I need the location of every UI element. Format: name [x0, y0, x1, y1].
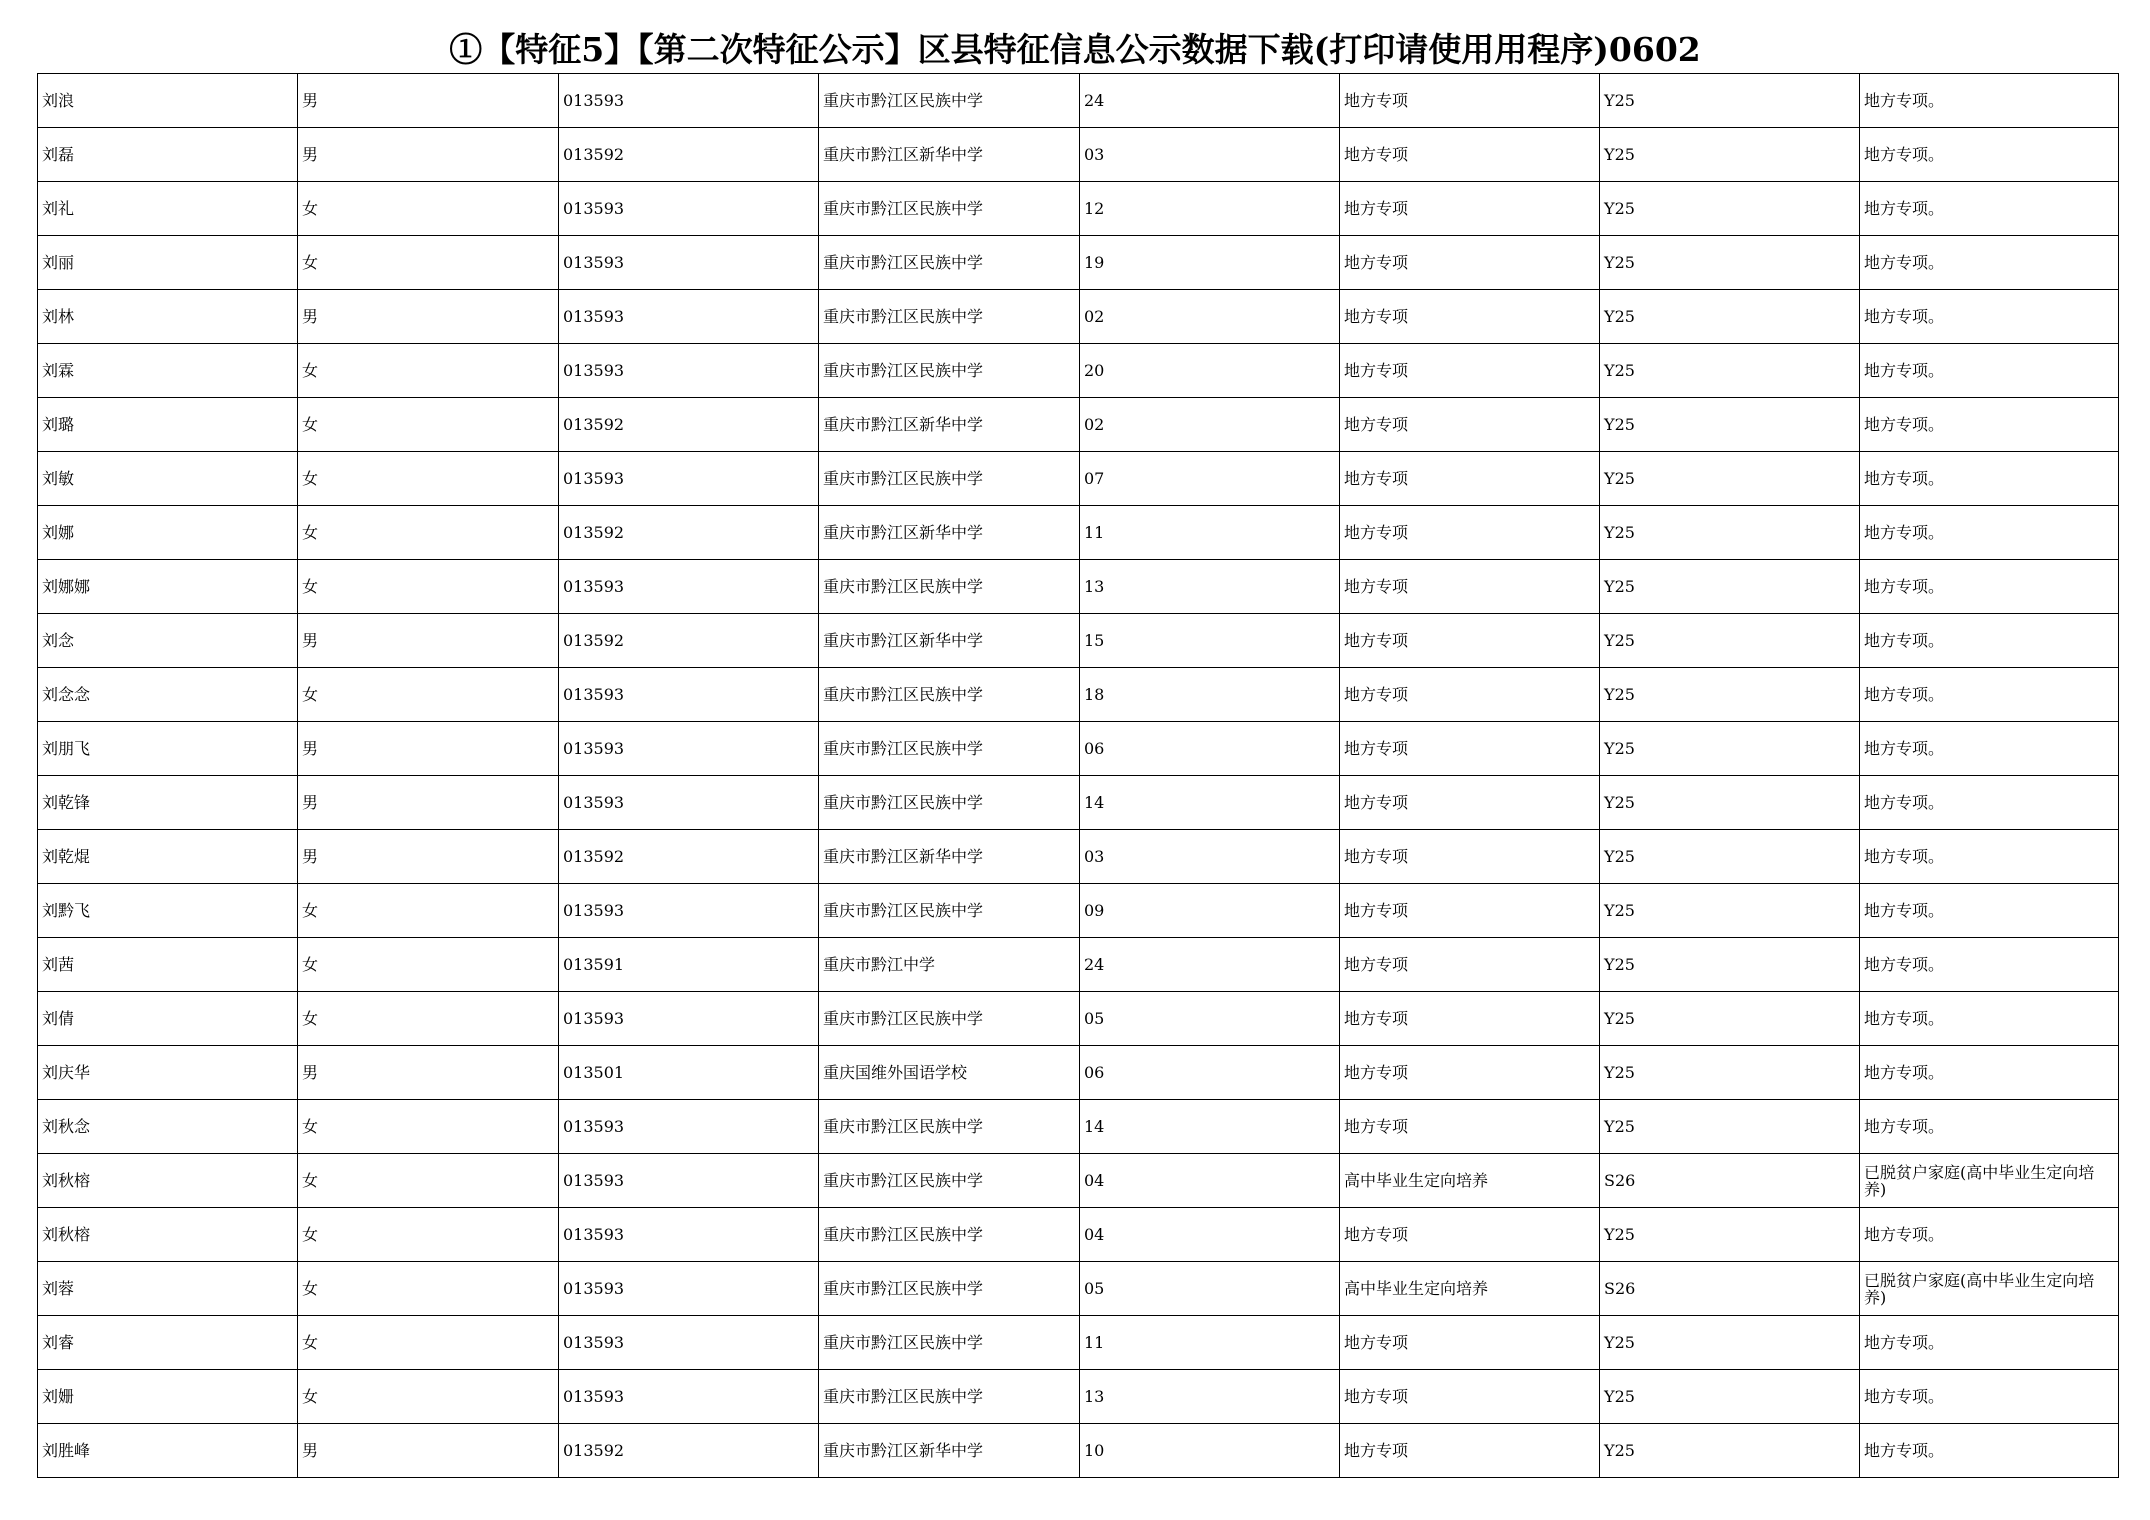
cell-category: 地方专项: [1340, 776, 1600, 830]
cell-school-code: 013592: [559, 830, 819, 884]
table-row: [38, 614, 2119, 668]
cell-school-name: 重庆市黔江区民族中学: [819, 182, 1080, 236]
cell-name: 刘秋念: [38, 1100, 298, 1154]
cell-name: 刘蓉: [38, 1262, 298, 1316]
cell-gender: 男: [298, 1046, 559, 1100]
cell-name: 刘林: [38, 290, 298, 344]
cell-class: 12: [1080, 182, 1340, 236]
cell-class: 24: [1080, 938, 1340, 992]
cell-remark: 已脱贫户家庭(高中毕业生定向培养): [1860, 1262, 2119, 1316]
cell-name: 刘秋榕: [38, 1154, 298, 1208]
cell-category: 地方专项: [1340, 74, 1600, 128]
cell-gender: 女: [298, 668, 559, 722]
cell-school-name: 重庆市黔江区民族中学: [819, 1262, 1080, 1316]
table-row: [38, 182, 2119, 236]
cell-remark: 地方专项。: [1860, 344, 2119, 398]
cell-category: 地方专项: [1340, 668, 1600, 722]
cell-remark: 地方专项。: [1860, 668, 2119, 722]
cell-school-code: 013593: [559, 992, 819, 1046]
table-row: [38, 1208, 2119, 1262]
cell-category: 地方专项: [1340, 1100, 1600, 1154]
cell-code: Y25: [1600, 1316, 1860, 1370]
cell-school-name: 重庆国维外国语学校: [819, 1046, 1080, 1100]
cell-remark: 地方专项。: [1860, 398, 2119, 452]
cell-gender: 男: [298, 614, 559, 668]
cell-remark: 地方专项。: [1860, 74, 2119, 128]
cell-code: Y25: [1600, 830, 1860, 884]
cell-class: 02: [1080, 398, 1340, 452]
cell-school-name: 重庆市黔江区新华中学: [819, 506, 1080, 560]
cell-code: Y25: [1600, 1046, 1860, 1100]
table-row: [38, 506, 2119, 560]
table-row: [38, 722, 2119, 776]
cell-code: Y25: [1600, 722, 1860, 776]
cell-category: 地方专项: [1340, 290, 1600, 344]
cell-school-name: 重庆市黔江区民族中学: [819, 668, 1080, 722]
cell-category: 地方专项: [1340, 452, 1600, 506]
cell-name: 刘倩: [38, 992, 298, 1046]
cell-class: 09: [1080, 884, 1340, 938]
cell-school-code: 013593: [559, 668, 819, 722]
cell-remark: 地方专项。: [1860, 236, 2119, 290]
cell-gender: 女: [298, 344, 559, 398]
cell-name: 刘浪: [38, 74, 298, 128]
cell-name: 刘胜峰: [38, 1424, 298, 1478]
cell-class: 10: [1080, 1424, 1340, 1478]
cell-code: Y25: [1600, 236, 1860, 290]
cell-school-code: 013593: [559, 1100, 819, 1154]
cell-code: Y25: [1600, 74, 1860, 128]
cell-code: Y25: [1600, 668, 1860, 722]
cell-code: Y25: [1600, 1208, 1860, 1262]
table-row: [38, 938, 2119, 992]
cell-school-code: 013593: [559, 344, 819, 398]
cell-category: 地方专项: [1340, 1316, 1600, 1370]
cell-school-name: 重庆市黔江区新华中学: [819, 398, 1080, 452]
cell-code: Y25: [1600, 560, 1860, 614]
cell-school-code: 013593: [559, 1316, 819, 1370]
cell-name: 刘睿: [38, 1316, 298, 1370]
cell-remark: 地方专项。: [1860, 128, 2119, 182]
data-table-container: [37, 73, 2118, 1478]
cell-code: Y25: [1600, 182, 1860, 236]
cell-name: 刘磊: [38, 128, 298, 182]
cell-category: 地方专项: [1340, 1208, 1600, 1262]
cell-school-code: 013593: [559, 1370, 819, 1424]
cell-gender: 女: [298, 938, 559, 992]
cell-school-name: 重庆市黔江区民族中学: [819, 236, 1080, 290]
cell-name: 刘念念: [38, 668, 298, 722]
table-row: [38, 1370, 2119, 1424]
cell-code: Y25: [1600, 1370, 1860, 1424]
table-row: [38, 236, 2119, 290]
cell-class: 05: [1080, 1262, 1340, 1316]
cell-remark: 地方专项。: [1860, 992, 2119, 1046]
cell-remark: 地方专项。: [1860, 1208, 2119, 1262]
cell-category: 地方专项: [1340, 1046, 1600, 1100]
cell-school-code: 013593: [559, 290, 819, 344]
cell-school-code: 013593: [559, 1208, 819, 1262]
cell-class: 15: [1080, 614, 1340, 668]
cell-category: 地方专项: [1340, 1370, 1600, 1424]
cell-school-name: 重庆市黔江区民族中学: [819, 1100, 1080, 1154]
cell-school-code: 013501: [559, 1046, 819, 1100]
cell-class: 14: [1080, 776, 1340, 830]
cell-gender: 女: [298, 452, 559, 506]
cell-remark: 地方专项。: [1860, 722, 2119, 776]
cell-class: 06: [1080, 1046, 1340, 1100]
cell-gender: 女: [298, 560, 559, 614]
cell-code: Y25: [1600, 614, 1860, 668]
cell-school-code: 013593: [559, 560, 819, 614]
cell-name: 刘姗: [38, 1370, 298, 1424]
cell-school-code: 013592: [559, 506, 819, 560]
cell-gender: 女: [298, 236, 559, 290]
cell-name: 刘娜: [38, 506, 298, 560]
cell-school-name: 重庆市黔江中学: [819, 938, 1080, 992]
cell-code: Y25: [1600, 506, 1860, 560]
table-row: [38, 74, 2119, 128]
cell-name: 刘念: [38, 614, 298, 668]
cell-category: 高中毕业生定向培养: [1340, 1262, 1600, 1316]
cell-category: 地方专项: [1340, 506, 1600, 560]
cell-school-name: 重庆市黔江区民族中学: [819, 1208, 1080, 1262]
cell-gender: 女: [298, 398, 559, 452]
cell-class: 11: [1080, 506, 1340, 560]
cell-class: 24: [1080, 74, 1340, 128]
table-row: [38, 452, 2119, 506]
cell-school-code: 013591: [559, 938, 819, 992]
table-row: [38, 1316, 2119, 1370]
cell-school-name: 重庆市黔江区民族中学: [819, 74, 1080, 128]
cell-category: 地方专项: [1340, 344, 1600, 398]
cell-gender: 男: [298, 830, 559, 884]
cell-gender: 男: [298, 74, 559, 128]
cell-category: 地方专项: [1340, 938, 1600, 992]
cell-remark: 已脱贫户家庭(高中毕业生定向培养): [1860, 1154, 2119, 1208]
cell-remark: 地方专项。: [1860, 1370, 2119, 1424]
cell-name: 刘璐: [38, 398, 298, 452]
cell-gender: 男: [298, 776, 559, 830]
cell-code: Y25: [1600, 290, 1860, 344]
cell-gender: 女: [298, 506, 559, 560]
cell-class: 14: [1080, 1100, 1340, 1154]
cell-code: Y25: [1600, 884, 1860, 938]
table-row: [38, 344, 2119, 398]
cell-school-name: 重庆市黔江区民族中学: [819, 1154, 1080, 1208]
cell-school-code: 013593: [559, 1262, 819, 1316]
cell-name: 刘霖: [38, 344, 298, 398]
cell-remark: 地方专项。: [1860, 1100, 2119, 1154]
cell-school-code: 013592: [559, 614, 819, 668]
cell-school-code: 013592: [559, 128, 819, 182]
page-title: ①【特征5】【第二次特征公示】区县特征信息公示数据下载(打印请使用用程序)0602: [449, 30, 1701, 69]
cell-school-code: 013593: [559, 884, 819, 938]
cell-class: 04: [1080, 1208, 1340, 1262]
cell-school-name: 重庆市黔江区民族中学: [819, 722, 1080, 776]
cell-school-name: 重庆市黔江区新华中学: [819, 128, 1080, 182]
cell-code: Y25: [1600, 992, 1860, 1046]
cell-code: Y25: [1600, 776, 1860, 830]
cell-code: S26: [1600, 1262, 1860, 1316]
cell-school-code: 013593: [559, 722, 819, 776]
cell-code: S26: [1600, 1154, 1860, 1208]
cell-gender: 女: [298, 1262, 559, 1316]
cell-gender: 女: [298, 1208, 559, 1262]
cell-code: Y25: [1600, 938, 1860, 992]
table-row: [38, 560, 2119, 614]
cell-remark: 地方专项。: [1860, 1046, 2119, 1100]
cell-gender: 男: [298, 1424, 559, 1478]
cell-category: 地方专项: [1340, 830, 1600, 884]
cell-name: 刘丽: [38, 236, 298, 290]
cell-remark: 地方专项。: [1860, 290, 2119, 344]
cell-class: 06: [1080, 722, 1340, 776]
cell-code: Y25: [1600, 1100, 1860, 1154]
cell-category: 地方专项: [1340, 560, 1600, 614]
cell-remark: 地方专项。: [1860, 884, 2119, 938]
cell-name: 刘敏: [38, 452, 298, 506]
cell-gender: 男: [298, 290, 559, 344]
table-row: [38, 290, 2119, 344]
cell-gender: 女: [298, 1154, 559, 1208]
cell-school-code: 013593: [559, 776, 819, 830]
cell-category: 地方专项: [1340, 614, 1600, 668]
cell-school-name: 重庆市黔江区新华中学: [819, 830, 1080, 884]
cell-gender: 男: [298, 722, 559, 776]
cell-school-code: 013593: [559, 452, 819, 506]
cell-class: 03: [1080, 128, 1340, 182]
cell-remark: 地方专项。: [1860, 776, 2119, 830]
cell-remark: 地方专项。: [1860, 506, 2119, 560]
cell-category: 地方专项: [1340, 992, 1600, 1046]
cell-category: 地方专项: [1340, 722, 1600, 776]
cell-code: Y25: [1600, 452, 1860, 506]
table-body: [38, 74, 2119, 1478]
cell-class: 13: [1080, 1370, 1340, 1424]
cell-class: 04: [1080, 1154, 1340, 1208]
table-row: [38, 668, 2119, 722]
data-table: [37, 73, 2119, 1478]
cell-class: 02: [1080, 290, 1340, 344]
table-row: [38, 1424, 2119, 1478]
cell-category: 地方专项: [1340, 128, 1600, 182]
cell-category: 高中毕业生定向培养: [1340, 1154, 1600, 1208]
cell-remark: 地方专项。: [1860, 1424, 2119, 1478]
cell-category: 地方专项: [1340, 398, 1600, 452]
cell-gender: 女: [298, 884, 559, 938]
table-row: [38, 398, 2119, 452]
cell-name: 刘乾焜: [38, 830, 298, 884]
cell-remark: 地方专项。: [1860, 1316, 2119, 1370]
cell-category: 地方专项: [1340, 182, 1600, 236]
table-row: [38, 830, 2119, 884]
cell-school-name: 重庆市黔江区民族中学: [819, 992, 1080, 1046]
cell-school-name: 重庆市黔江区民族中学: [819, 452, 1080, 506]
cell-gender: 女: [298, 1316, 559, 1370]
table-row: [38, 1154, 2119, 1208]
cell-name: 刘庆华: [38, 1046, 298, 1100]
cell-gender: 女: [298, 992, 559, 1046]
table-row: [38, 1100, 2119, 1154]
cell-school-name: 重庆市黔江区民族中学: [819, 1316, 1080, 1370]
cell-school-name: 重庆市黔江区民族中学: [819, 560, 1080, 614]
cell-remark: 地方专项。: [1860, 938, 2119, 992]
cell-gender: 女: [298, 182, 559, 236]
cell-class: 19: [1080, 236, 1340, 290]
cell-class: 11: [1080, 1316, 1340, 1370]
cell-gender: 女: [298, 1100, 559, 1154]
cell-remark: 地方专项。: [1860, 182, 2119, 236]
cell-name: 刘娜娜: [38, 560, 298, 614]
cell-class: 07: [1080, 452, 1340, 506]
cell-gender: 男: [298, 128, 559, 182]
cell-code: Y25: [1600, 344, 1860, 398]
cell-school-code: 013592: [559, 1424, 819, 1478]
cell-gender: 女: [298, 1370, 559, 1424]
cell-remark: 地方专项。: [1860, 830, 2119, 884]
cell-code: Y25: [1600, 128, 1860, 182]
cell-school-code: 013593: [559, 182, 819, 236]
table-row: [38, 128, 2119, 182]
cell-name: 刘秋榕: [38, 1208, 298, 1262]
cell-school-code: 013593: [559, 1154, 819, 1208]
cell-school-name: 重庆市黔江区民族中学: [819, 884, 1080, 938]
table-row: [38, 776, 2119, 830]
cell-school-code: 013593: [559, 74, 819, 128]
cell-name: 刘礼: [38, 182, 298, 236]
cell-name: 刘朋飞: [38, 722, 298, 776]
cell-category: 地方专项: [1340, 236, 1600, 290]
cell-school-code: 013593: [559, 236, 819, 290]
cell-code: Y25: [1600, 1424, 1860, 1478]
cell-name: 刘黔飞: [38, 884, 298, 938]
cell-class: 05: [1080, 992, 1340, 1046]
cell-code: Y25: [1600, 398, 1860, 452]
table-row: [38, 992, 2119, 1046]
cell-class: 20: [1080, 344, 1340, 398]
cell-remark: 地方专项。: [1860, 614, 2119, 668]
cell-school-code: 013592: [559, 398, 819, 452]
cell-remark: 地方专项。: [1860, 560, 2119, 614]
cell-class: 18: [1080, 668, 1340, 722]
cell-name: 刘乾锋: [38, 776, 298, 830]
table-row: [38, 884, 2119, 938]
cell-school-name: 重庆市黔江区民族中学: [819, 1370, 1080, 1424]
cell-category: 地方专项: [1340, 1424, 1600, 1478]
cell-school-name: 重庆市黔江区民族中学: [819, 290, 1080, 344]
table-row: [38, 1046, 2119, 1100]
table-row: [38, 1262, 2119, 1316]
cell-class: 03: [1080, 830, 1340, 884]
cell-school-name: 重庆市黔江区民族中学: [819, 776, 1080, 830]
cell-school-name: 重庆市黔江区新华中学: [819, 1424, 1080, 1478]
cell-school-name: 重庆市黔江区民族中学: [819, 344, 1080, 398]
cell-remark: 地方专项。: [1860, 452, 2119, 506]
cell-school-name: 重庆市黔江区新华中学: [819, 614, 1080, 668]
cell-name: 刘茜: [38, 938, 298, 992]
cell-category: 地方专项: [1340, 884, 1600, 938]
cell-class: 13: [1080, 560, 1340, 614]
